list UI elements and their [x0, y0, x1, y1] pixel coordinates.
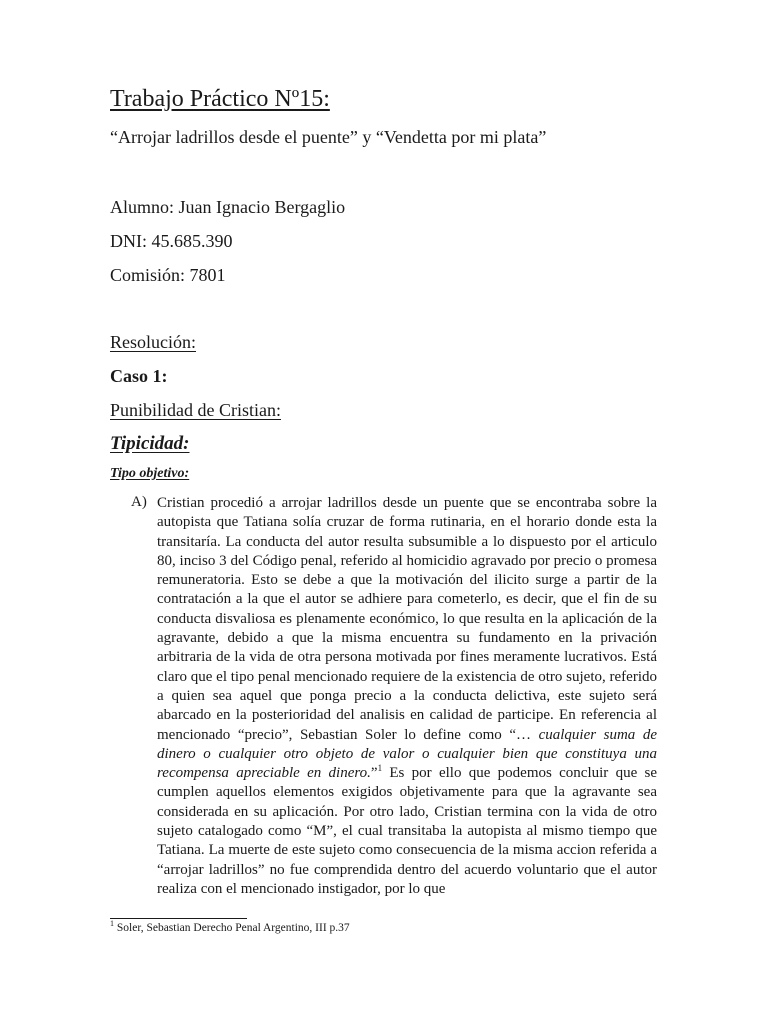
document-title: Trabajo Práctico Nº15:	[110, 86, 330, 112]
paragraph-text-after-quote: Es por ello que podemos concluir que se cumplen aquellos elementos exigidos objetivamente para que la agravante sea considerada en su aplicación. Por otro lado, Cristian termina con la vida de otro sujeto catalogado como “M”, el cual transitaba la autopista al mismo tiempo que Tatiana. La muerte de este sujeto como consecuencia de la misma accion referida a “arrojar ladrillos” no fue comprendida dentro del acuerdo voluntario que el autor realiza con el mencionado instigador, por lo que	[157, 765, 658, 897]
punibility-heading: Punibilidad de Cristian:	[110, 400, 281, 420]
footnote-number: 1	[110, 919, 114, 929]
quote-close: ”	[370, 765, 378, 782]
tipicidad-heading: Tipicidad:	[110, 433, 190, 454]
body-paragraph	[157, 494, 657, 899]
footnote-separator	[110, 918, 247, 919]
document-subtitle: “Arrojar ladrillos desde el puente” y “Vendetta por mi plata”	[110, 127, 547, 147]
resolution-heading: Resolución:	[110, 332, 196, 352]
student-commission: Comisión: 7801	[110, 265, 226, 285]
footnote-text: Soler, Sebastian Derecho Penal Argentino, III p.37	[116, 922, 350, 934]
case-heading: Caso 1:	[110, 366, 168, 386]
paragraph-quote: cualquier suma de dinero o cualquier otro objeto de valor o cualquier bien que constituya una recompensa apreciable en dinero.	[157, 726, 657, 782]
footnote-reference[interactable]: 1	[377, 763, 383, 774]
tipo-objetivo-heading: Tipo objetivo:	[110, 466, 190, 481]
list-item-marker: A)	[131, 494, 147, 510]
student-name: Alumno: Juan Ignacio Bergaglio	[110, 197, 346, 217]
footnote	[110, 919, 350, 934]
paragraph-text-before-quote: Cristian procedió a arrojar ladrillos desde un puente que se encontraba sobre la autopista que Tatiana solía cruzar de forma rutinaria, en el horario donde esta la transitaría. La conducta del autor resulta subsumible a lo dispuesto por el articulo 80, inciso 3 del Código penal, referido al homicidio agravado por precio o promesa remuneratoria. Esto se debe a que la motivación del ilicito surge a partir de la contratación a la que el autor se adhiere para cometerlo, es decir, que el fin de su conducta disvaliosa es plenamente económico, lo que resulta en la aplicación de la agravante, debido a que la misma encuentra su fundamento en la privación arbitraria de la vida de otra persona motivada por fines meramente lucrativos. Está claro que el tipo penal mencionado requiere de la existencia de otro sujeto, referido a quien sea aquel que ponga precio a la conducta delictiva, este sujeto será abarcado en la posterioridad del analisis en calidad de participe. En referencia al mencionado “precio”, Sebastian Soler lo define como “…	[157, 495, 657, 743]
student-dni: DNI: 45.685.390	[110, 231, 233, 251]
